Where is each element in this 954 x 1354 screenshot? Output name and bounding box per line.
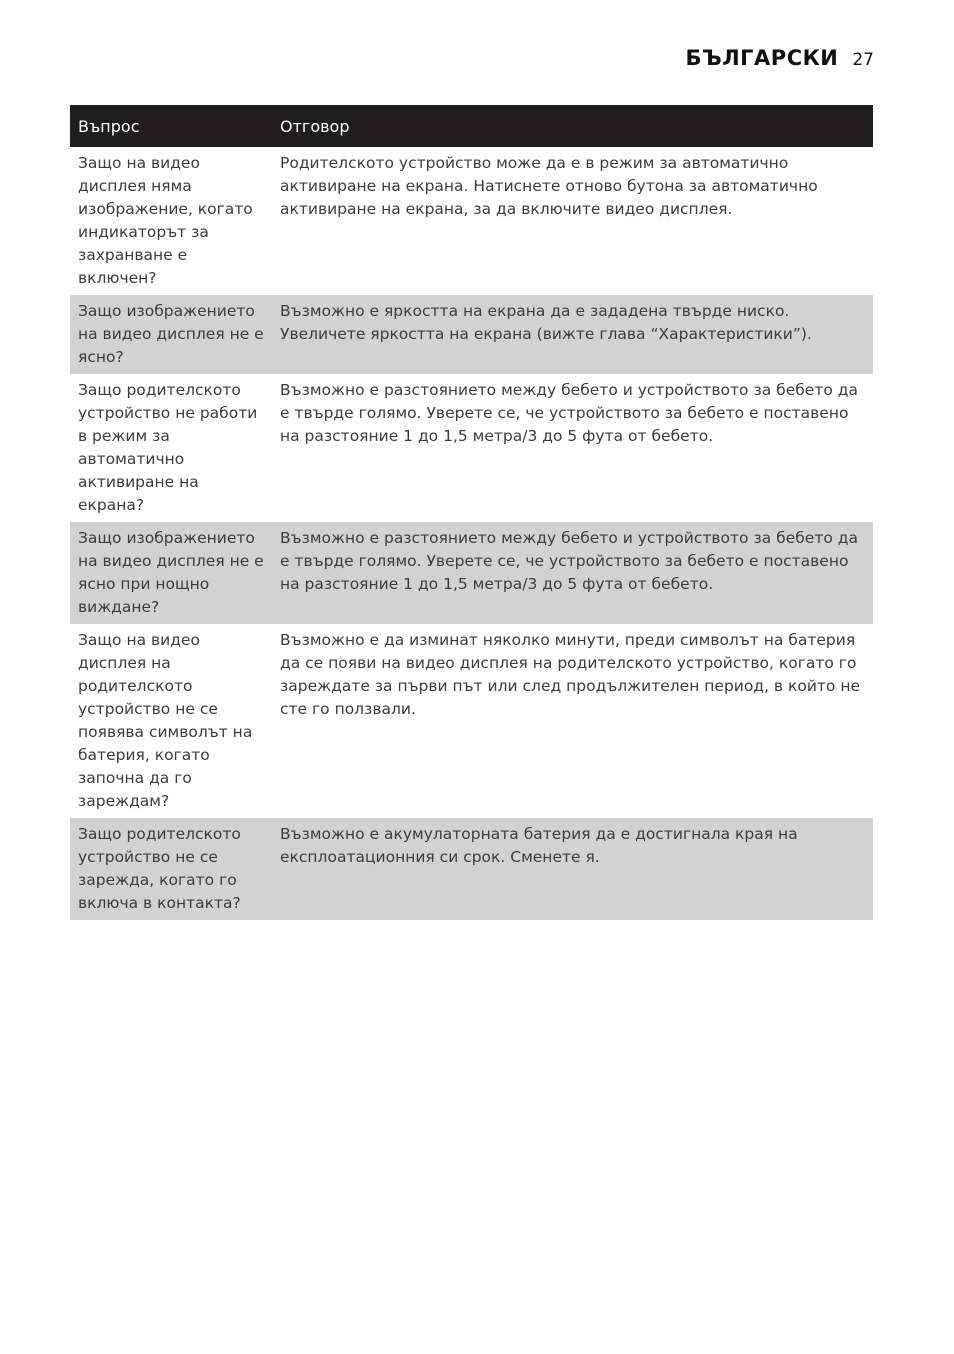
table-row [70, 818, 873, 920]
question-cell: Защо изображението на видео дисплея не е ясно? [70, 295, 272, 374]
answer-cell: Възможно е разстоянието между бебето и устройството за бебето да е твърде голямо. Уверете се, че устройството за бебето е поставено на разстояние 1 до 1,5 метра/3 до 5 фута от бебето. [280, 381, 858, 445]
question-cell: Защо на видео дисплея няма изображение, когато индикаторът за захранване е включен? [78, 154, 253, 287]
page-header [686, 46, 875, 70]
answer-cell: Възможно е яркостта на екрана да е зададена твърде ниско. Увеличете яркостта на екрана (вижте глава “Характеристики”). [272, 295, 873, 374]
answer-cell: Възможно е да изминат няколко минути, преди символът на батерия да се появи на видео дисплея на родителското устройство, когато го зареждате за първи път или след продължителен период, в който не сте го ползвали. [280, 631, 861, 718]
column-header-question: Въпрос [70, 105, 272, 147]
page-number: 27 [852, 50, 874, 70]
table-row [70, 147, 873, 295]
table-header-row [70, 105, 873, 147]
table-row [70, 295, 873, 374]
table-row [70, 522, 873, 624]
troubleshooting-table [70, 105, 873, 920]
question-cell: Защо на видео дисплея на родителското устройство не се появява символът на батерия, когато започна да го зареждам? [78, 631, 253, 810]
question-cell: Защо изображението на видео дисплея не е ясно при нощно виждане? [70, 522, 272, 624]
table-row [70, 374, 873, 522]
answer-cell: Възможно е разстоянието между бебето и устройството за бебето да е твърде голямо. Уверете се, че устройството за бебето е поставено на разстояние 1 до 1,5 метра/3 до 5 фута от бебето. [272, 522, 873, 624]
answer-cell: Възможно е акумулаторната батерия да е достигнала края на експлоатационния си срок. Сменете я. [272, 818, 873, 920]
question-cell: Защо родителското устройство не работи в режим за автоматично активиране на екрана? [78, 381, 258, 514]
column-header-answer: Отговор [272, 105, 873, 147]
question-cell: Защо родителското устройство не се зарежда, когато го включа в контакта? [70, 818, 272, 920]
language-title: БЪЛГАРСКИ [685, 46, 839, 70]
answer-cell: Родителското устройство може да е в режим за автоматично активиране на екрана. Натиснете отново бутона за автоматично активиране на екрана, за да включите видео дисплея. [280, 154, 818, 218]
table-row [70, 624, 873, 818]
